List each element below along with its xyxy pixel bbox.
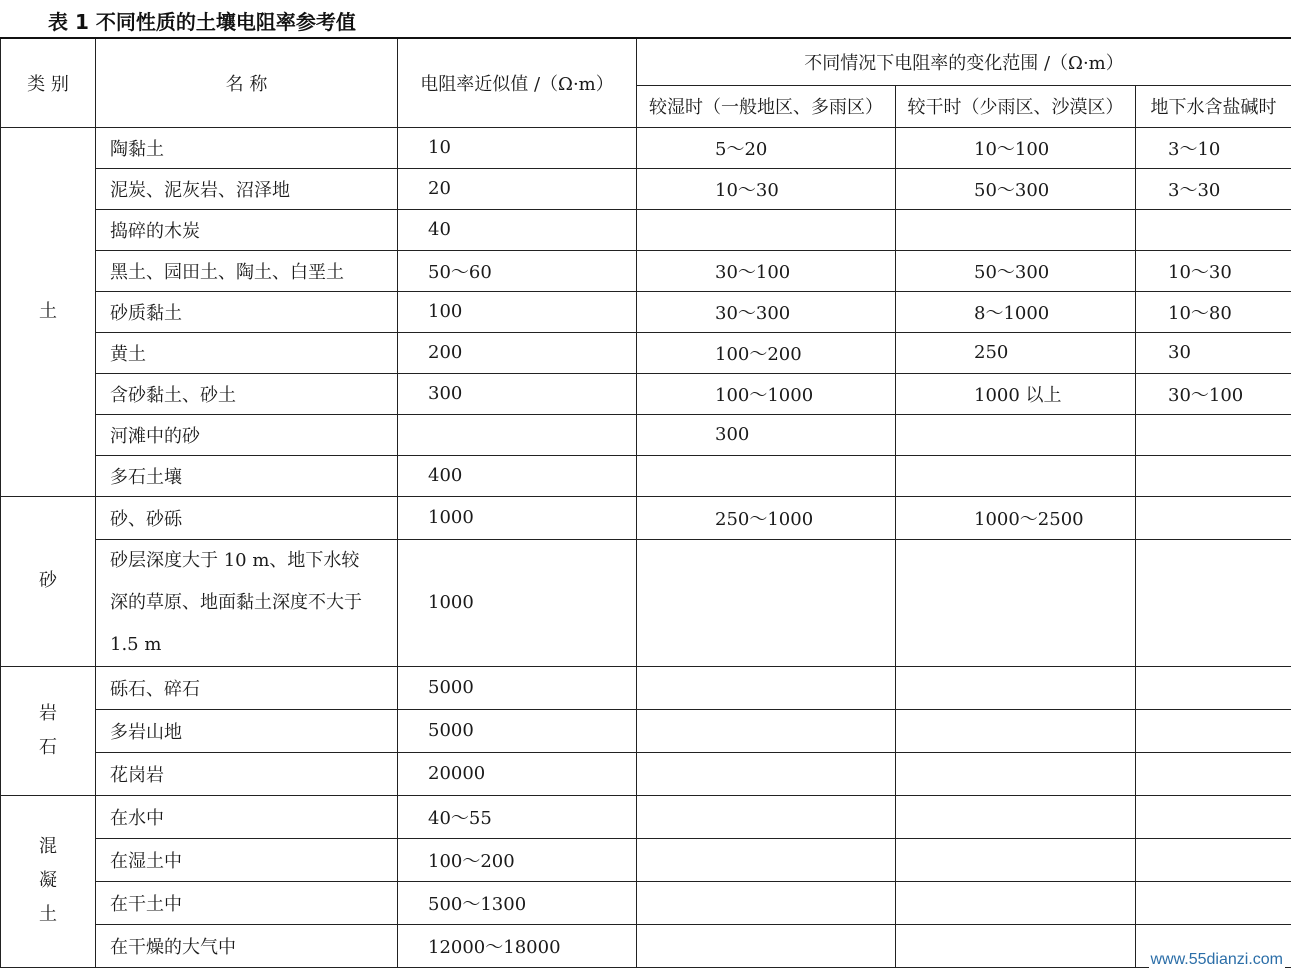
table-row bbox=[1, 291, 1291, 332]
wet-cell: 250～1000 bbox=[637, 496, 896, 539]
approx-cell: 40～55 bbox=[398, 795, 637, 838]
table-row bbox=[1, 709, 1291, 752]
saline-cell: 10～30 bbox=[1136, 250, 1291, 291]
name-cell: 含砂黏土、砂土 bbox=[96, 373, 398, 414]
name-cell: 在水中 bbox=[96, 795, 398, 838]
header-saline: 地下水含盐碱时 bbox=[1136, 85, 1291, 127]
saline-cell: 10～80 bbox=[1136, 291, 1291, 332]
table-row bbox=[1, 539, 1291, 666]
dry-cell bbox=[896, 838, 1136, 881]
name-cell: 砂层深度大于 10 m、地下水较深的草原、地面黏土深度不大于 1.5 m bbox=[96, 539, 398, 666]
approx-cell: 5000 bbox=[398, 709, 637, 752]
dry-cell: 1000 以上 bbox=[896, 373, 1136, 414]
approx-cell bbox=[398, 414, 637, 455]
saline-cell bbox=[1136, 414, 1291, 455]
table-title: 表 1 不同性质的土壤电阻率参考值 bbox=[48, 10, 356, 34]
approx-cell: 500～1300 bbox=[398, 881, 637, 924]
dry-cell bbox=[896, 539, 1136, 666]
dry-cell bbox=[896, 455, 1136, 496]
table-row bbox=[1, 924, 1291, 967]
name-cell: 在干土中 bbox=[96, 881, 398, 924]
name-cell: 河滩中的砂 bbox=[96, 414, 398, 455]
approx-cell: 40 bbox=[398, 209, 637, 250]
name-cell: 黄土 bbox=[96, 332, 398, 373]
category-cell-rock bbox=[1, 666, 96, 795]
dry-cell: 250 bbox=[896, 332, 1136, 373]
category-label-rock: 岩石 bbox=[39, 702, 57, 758]
approx-cell: 12000～18000 bbox=[398, 924, 637, 967]
dry-cell bbox=[896, 752, 1136, 795]
approx-cell: 50～60 bbox=[398, 250, 637, 291]
name-cell: 陶黏土 bbox=[96, 127, 398, 168]
approx-cell: 20000 bbox=[398, 752, 637, 795]
name-cell: 多岩山地 bbox=[96, 709, 398, 752]
name-cell: 在干燥的大气中 bbox=[96, 924, 398, 967]
table-row bbox=[1, 838, 1291, 881]
approx-cell: 10 bbox=[398, 127, 637, 168]
name-cell: 砂质黏土 bbox=[96, 291, 398, 332]
category-cell-sand: 砂 bbox=[1, 496, 96, 666]
name-cell: 砾石、碎石 bbox=[96, 666, 398, 709]
name-cell: 捣碎的木炭 bbox=[96, 209, 398, 250]
header-wet: 较湿时（一般地区、多雨区） bbox=[637, 85, 896, 127]
dry-cell: 50～300 bbox=[896, 168, 1136, 209]
category-label-concrete: 混凝土 bbox=[39, 836, 57, 925]
name-cell: 在湿土中 bbox=[96, 838, 398, 881]
saline-cell bbox=[1136, 881, 1291, 924]
dry-cell bbox=[896, 209, 1136, 250]
saline-cell: 30 bbox=[1136, 332, 1291, 373]
wet-cell: 5～20 bbox=[637, 127, 896, 168]
name-cell: 花岗岩 bbox=[96, 752, 398, 795]
dry-cell bbox=[896, 881, 1136, 924]
approx-cell: 1000 bbox=[398, 496, 637, 539]
saline-cell: 3～10 bbox=[1136, 127, 1291, 168]
name-cell: 黑土、园田土、陶土、白垩土 bbox=[96, 250, 398, 291]
table-row bbox=[1, 332, 1291, 373]
header-approx: 电阻率近似值 /（Ω·m） bbox=[398, 38, 637, 127]
table-row bbox=[1, 414, 1291, 455]
table-row bbox=[1, 168, 1291, 209]
table-row bbox=[1, 795, 1291, 838]
name-cell: 泥炭、泥灰岩、沼泽地 bbox=[96, 168, 398, 209]
saline-cell bbox=[1136, 709, 1291, 752]
dry-cell: 50～300 bbox=[896, 250, 1136, 291]
saline-cell bbox=[1136, 752, 1291, 795]
header-range-group: 不同情况下电阻率的变化范围 /（Ω·m） bbox=[637, 38, 1291, 85]
saline-cell bbox=[1136, 795, 1291, 838]
header-name: 名 称 bbox=[96, 38, 398, 127]
dry-cell: 10～100 bbox=[896, 127, 1136, 168]
table-row bbox=[1, 455, 1291, 496]
dry-cell bbox=[896, 666, 1136, 709]
wet-cell bbox=[637, 455, 896, 496]
wet-cell bbox=[637, 709, 896, 752]
approx-cell: 100～200 bbox=[398, 838, 637, 881]
wet-cell: 30～300 bbox=[637, 291, 896, 332]
wet-cell bbox=[637, 666, 896, 709]
wet-cell bbox=[637, 539, 896, 666]
table-row bbox=[1, 752, 1291, 795]
wet-cell bbox=[637, 838, 896, 881]
wet-cell bbox=[637, 209, 896, 250]
saline-cell bbox=[1136, 666, 1291, 709]
saline-cell bbox=[1136, 209, 1291, 250]
wet-cell: 300 bbox=[637, 414, 896, 455]
category-cell-soil: 土 bbox=[1, 127, 96, 496]
approx-cell: 400 bbox=[398, 455, 637, 496]
approx-cell: 1000 bbox=[398, 539, 637, 666]
saline-cell bbox=[1136, 838, 1291, 881]
saline-cell bbox=[1136, 455, 1291, 496]
dry-cell bbox=[896, 795, 1136, 838]
table-row bbox=[1, 209, 1291, 250]
wet-cell bbox=[637, 795, 896, 838]
approx-cell: 20 bbox=[398, 168, 637, 209]
approx-cell: 200 bbox=[398, 332, 637, 373]
saline-cell: 3～30 bbox=[1136, 168, 1291, 209]
saline-cell: 30～100 bbox=[1136, 373, 1291, 414]
dry-cell bbox=[896, 709, 1136, 752]
wet-cell bbox=[637, 924, 896, 967]
dry-cell: 8～1000 bbox=[896, 291, 1136, 332]
wet-cell: 10～30 bbox=[637, 168, 896, 209]
wet-cell: 100～200 bbox=[637, 332, 896, 373]
table-row bbox=[1, 373, 1291, 414]
approx-cell: 100 bbox=[398, 291, 637, 332]
header-dry: 较干时（少雨区、沙漠区） bbox=[896, 85, 1136, 127]
wet-cell bbox=[637, 752, 896, 795]
dry-cell: 1000～2500 bbox=[896, 496, 1136, 539]
wet-cell: 30～100 bbox=[637, 250, 896, 291]
category-cell-concrete bbox=[1, 795, 96, 967]
saline-cell bbox=[1136, 539, 1291, 666]
saline-cell bbox=[1136, 496, 1291, 539]
name-cell: 砂、砂砾 bbox=[96, 496, 398, 539]
approx-cell: 300 bbox=[398, 373, 637, 414]
table-row bbox=[1, 881, 1291, 924]
table-row bbox=[1, 250, 1291, 291]
approx-cell: 5000 bbox=[398, 666, 637, 709]
dry-cell bbox=[896, 924, 1136, 967]
name-cell: 多石土壤 bbox=[96, 455, 398, 496]
header-category: 类 别 bbox=[1, 38, 96, 127]
watermark: www.55dianzi.com bbox=[1150, 951, 1283, 968]
table-row bbox=[1, 496, 1291, 539]
table-row bbox=[1, 666, 1291, 709]
dry-cell bbox=[896, 414, 1136, 455]
resistivity-table bbox=[0, 37, 1291, 968]
wet-cell bbox=[637, 881, 896, 924]
wet-cell: 100～1000 bbox=[637, 373, 896, 414]
table-row bbox=[1, 127, 1291, 168]
